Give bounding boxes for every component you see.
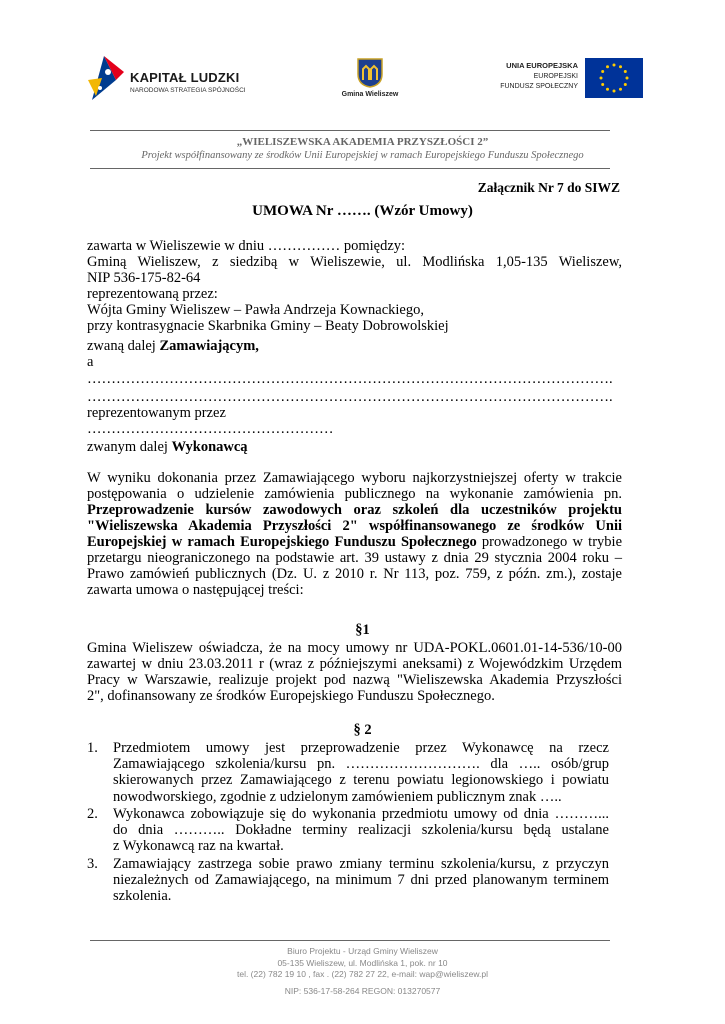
- list-item-line: szkolenia.: [113, 888, 172, 904]
- project-subtitle: Projekt współfinansowany ze środków Unii Europejskiej w ramach Europejskiego Funduszu Społecznego: [141, 150, 584, 161]
- gmina-wieliszew-logo: [338, 58, 398, 102]
- eu-line1: UNIA EUROPEJSKA: [506, 61, 578, 70]
- represented-by: reprezentowanym przez: [87, 405, 226, 421]
- section-1-line: Gmina Wieliszew oświadcza, że na mocy umowy nr UDA-POKL.0601.01-14-536/10-00: [87, 640, 622, 656]
- kapital-ludzki-logo: [86, 50, 246, 108]
- project-title: „WIELISZEWSKA AKADEMIA PRZYSZŁOŚCI 2”: [236, 136, 489, 148]
- section-1-line: 2", dofinansowany ze środków Europejskiego Funduszu Społecznego.: [87, 688, 495, 704]
- kapital-ludzki-subtitle: NARODOWA STRATEGIA SPÓJNOŚCI: [130, 87, 246, 94]
- paragraph-line: postępowania o udzielenie zamówienia publicznego na wykonanie zamówienia pn.: [87, 486, 622, 502]
- kapital-ludzki-title: KAPITAŁ LUDZKI: [130, 70, 240, 85]
- eu-logo: [490, 58, 643, 100]
- list-item-line: Zamawiający zastrzega sobie prawo zmiany terminu szkolenia/kursu, z przyczyn: [113, 856, 609, 872]
- attachment-label: Załącznik Nr 7 do SIWZ: [477, 180, 620, 195]
- contractor-placeholder: ……………………………………………………………………………………………….: [87, 389, 613, 405]
- list-number: 3.: [87, 856, 98, 872]
- list-number: 2.: [87, 806, 98, 822]
- intro-line: NIP 536-175-82-64: [87, 270, 201, 286]
- list-item-line: z Wykonawcą raz na kwartał.: [113, 838, 284, 854]
- contractor-placeholder: ……………………………………………………………………………………………….: [87, 371, 613, 387]
- zamawiajacy-line: [87, 338, 622, 354]
- header-divider-bottom: [90, 168, 610, 169]
- paragraph-bold-part: Europejskiej w ramach Europejskiego Funduszu Społecznego: [87, 534, 477, 550]
- paragraph-line: Przeprowadzenie kursów zawodowych oraz szkoleń dla uczestników projektu: [87, 502, 622, 518]
- list-item-line: do dnia ……….. Dokładne terminy realizacji szkolenia/kursu będą ustalane: [113, 822, 609, 838]
- list-item-line: nowodworskiego, zgodnie z udzielonym zamówieniem publicznym znak …..: [113, 789, 562, 805]
- list-number: 1.: [87, 740, 98, 756]
- intro-line: Wójta Gminy Wieliszew – Pawła Andrzeja Kownackiego,: [87, 302, 424, 318]
- paragraph-line: zawarta umowa o następującej treści:: [87, 582, 304, 598]
- footer-line: Biuro Projektu - Urząd Gminy Wieliszew: [287, 946, 438, 956]
- paragraph-rest: prowadzonego w trybie: [476, 534, 623, 550]
- intro-line: reprezentowaną przez:: [87, 286, 218, 302]
- coat-of-arms-icon: [357, 58, 383, 88]
- wykonawca-label: Wykonawcą: [171, 439, 248, 455]
- paragraph-line: przetargu nieograniczonego na podstawie art. 39 ustawy z dnia 29 stycznia 2004 roku –: [87, 550, 622, 566]
- document-title: UMOWA Nr ……. (Wzór Umowy): [252, 203, 473, 219]
- representative-placeholder: ……………………………………………: [87, 421, 334, 437]
- section-1-line: Pracy w Warszawie, realizuje projekt pod nazwą "Wieliszewska Akademia Przyszłości: [87, 672, 622, 688]
- footer-line: NIP: 536-17-58-264 REGON: 013270577: [284, 986, 441, 996]
- intro-line: Gminą Wieliszew, z siedzibą w Wieliszewie, ul. Modlińska 1,05-135 Wieliszew,: [87, 254, 622, 270]
- header-divider-top: [90, 130, 610, 131]
- list-item-line: Zamawiającego szkolenia/kursu pn. ………………………. dla ….. osób/grup: [113, 756, 609, 772]
- zwanym-prefix: zwanym dalej: [87, 439, 172, 455]
- kapital-ludzki-emblem-icon: [86, 50, 130, 108]
- paragraph-line: [87, 534, 622, 550]
- zamawiajacy-label: Zamawiającym,: [159, 338, 259, 354]
- section-1-heading: §1: [355, 622, 370, 638]
- list-item-line: skierowanych przez Zamawiającego z terenu powiatu legionowskiego i powiatu: [113, 772, 609, 788]
- paragraph-line: Prawo zamówień publicznych (Dz. U. z 2010 r. Nr 113, poz. 759, z późn. zm.), zostaje: [87, 566, 622, 582]
- list-item-line: Wykonawca zobowiązuje się do wykonania przedmiotu umowy od dnia ………...: [113, 806, 609, 822]
- intro-line: przy kontrasygnacie Skarbnika Gminy – Beaty Dobrowolskiej: [87, 318, 449, 334]
- section-1-line: zawartej w dniu 23.03.2011 r (wraz z późniejszymi aneksami) z Wojewódzkim Urzędem: [87, 656, 622, 672]
- intro-line: zawarta w Wieliszewie w dniu …………… pomiędzy:: [87, 238, 406, 254]
- list-item-line: niezależnych od Zamawiającego, na minimum 7 dni przed planowanym terminem: [113, 872, 609, 888]
- footer-divider: [90, 940, 610, 941]
- section-2-heading: § 2: [353, 722, 372, 738]
- paragraph-line: "Wieliszewska Akademia Przyszłości 2" współfinansowanego ze środków Unii: [87, 518, 622, 534]
- paragraph-line: W wyniku dokonania przez Zamawiającego wyboru najkorzystniejszej oferty w trakcie: [87, 470, 622, 486]
- zwana-prefix: zwaną dalej: [87, 338, 160, 354]
- list-item-line: Przedmiotem umowy jest przeprowadzenie przez Wykonawcę na rzecz: [113, 740, 609, 756]
- footer-line: 05-135 Wieliszew, ul. Modlińska 1, pok. nr 10: [277, 958, 448, 968]
- eu-flag-icon: [585, 58, 643, 98]
- eu-line2: EUROPEJSKI: [533, 73, 578, 80]
- wykonawca-line: [87, 439, 622, 455]
- eu-line3: FUNDUSZ SPOŁECZNY: [500, 83, 578, 90]
- footer-line: tel. (22) 782 19 10 , fax . (22) 782 27 22, e-mail: wap@wieliszew.pl: [236, 969, 488, 979]
- gmina-label: Gmina Wieliszew: [341, 91, 399, 98]
- conjunction-a: a: [87, 354, 94, 370]
